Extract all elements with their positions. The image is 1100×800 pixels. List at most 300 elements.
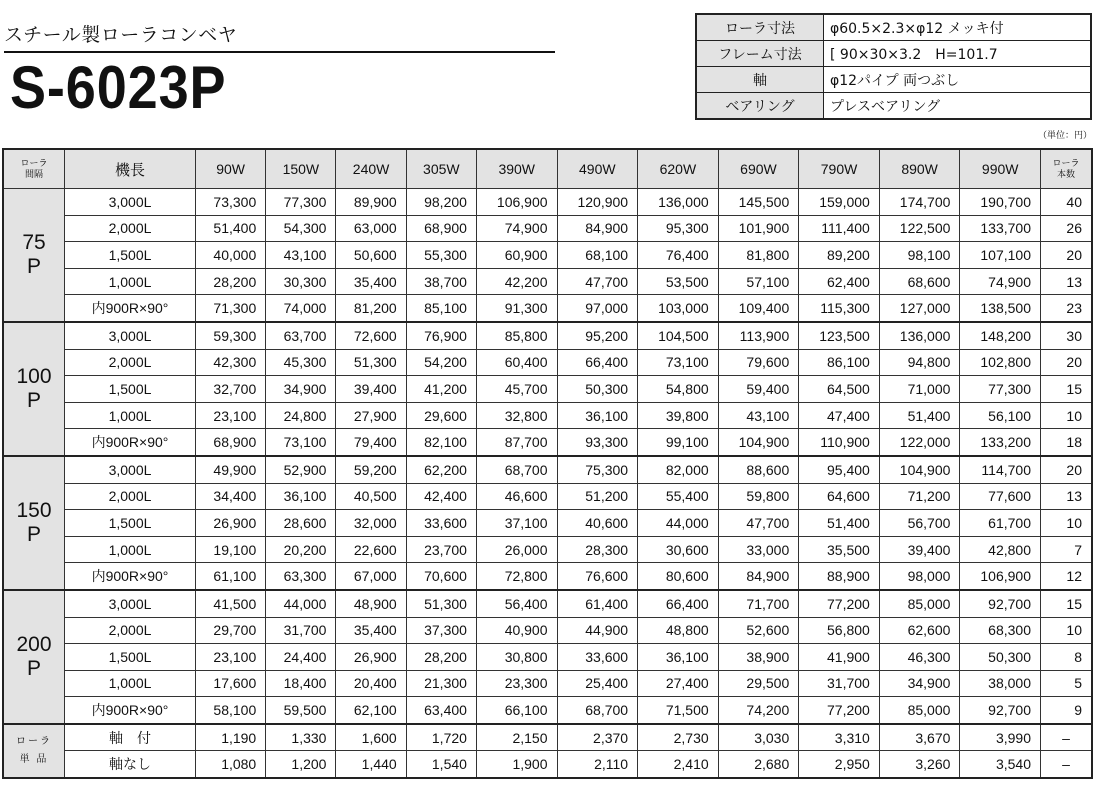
price-cell: 48,800 — [638, 617, 719, 644]
price-cell: 74,200 — [718, 697, 799, 724]
price-cell: 39,800 — [638, 402, 719, 429]
machine-length: 2,000L — [65, 483, 196, 510]
price-cell: 85,100 — [406, 295, 476, 322]
price-cell: 84,900 — [718, 563, 799, 590]
table-row — [3, 483, 1092, 510]
price-cell: 106,900 — [476, 189, 557, 216]
table-row — [3, 644, 1092, 671]
price-cell: 38,900 — [718, 644, 799, 671]
price-cell: 71,200 — [879, 483, 960, 510]
machine-length: 1,500L — [65, 376, 196, 403]
price-cell: 71,500 — [638, 697, 719, 724]
price-cell: 88,900 — [799, 563, 880, 590]
price-cell: 88,600 — [718, 456, 799, 483]
spec-value: φ60.5×2.3×φ12 メッキ付 — [824, 14, 1092, 41]
price-cell: 55,400 — [638, 483, 719, 510]
price-cell: 62,100 — [336, 697, 406, 724]
price-cell: 33,000 — [718, 536, 799, 563]
table-row — [3, 536, 1092, 563]
price-cell: 60,900 — [476, 242, 557, 269]
pitch-value: 150 — [16, 498, 52, 522]
price-cell: 77,300 — [266, 189, 336, 216]
pitch-unit: P — [26, 388, 41, 412]
spec-value: プレスベアリング — [824, 93, 1092, 120]
spec-value: [ 90×30×3.2 H=101.7 — [824, 41, 1092, 67]
price-cell: 190,700 — [960, 189, 1041, 216]
price-cell: 24,800 — [266, 402, 336, 429]
price-cell: 95,300 — [638, 215, 719, 242]
machine-length: 1,000L — [65, 536, 196, 563]
price-cell: 113,900 — [718, 322, 799, 349]
roller-count-header — [1041, 149, 1093, 189]
price-cell: 35,500 — [799, 536, 880, 563]
price-cell: 44,900 — [557, 617, 638, 644]
price-cell: 41,900 — [799, 644, 880, 671]
roller-count: 8 — [1041, 644, 1093, 671]
price-cell: 18,400 — [266, 670, 336, 697]
price-cell: 64,500 — [799, 376, 880, 403]
price-cell: 51,400 — [879, 402, 960, 429]
price-cell: 20,400 — [336, 670, 406, 697]
price-cell: 81,200 — [336, 295, 406, 322]
price-cell: 39,400 — [879, 536, 960, 563]
price-cell: 68,900 — [196, 429, 266, 456]
price-cell: 72,600 — [336, 322, 406, 349]
price-cell: 145,500 — [718, 189, 799, 216]
price-cell: 35,400 — [336, 617, 406, 644]
price-cell: 41,200 — [406, 376, 476, 403]
price-cell: 2,110 — [557, 751, 638, 778]
width-header: 620W — [638, 149, 719, 189]
width-header: 390W — [476, 149, 557, 189]
machine-length: 内900R×90° — [65, 429, 196, 456]
price-cell: 99,100 — [638, 429, 719, 456]
price-cell: 47,700 — [557, 268, 638, 295]
machine-length: 内900R×90° — [65, 697, 196, 724]
price-cell: 109,400 — [718, 295, 799, 322]
price-cell: 3,670 — [879, 724, 960, 751]
spec-key: ローラ寸法 — [696, 14, 824, 41]
roller-count: 15 — [1041, 376, 1093, 403]
price-cell: 57,100 — [718, 268, 799, 295]
roller-count: 10 — [1041, 402, 1093, 429]
table-row — [3, 242, 1092, 269]
table-row — [3, 295, 1092, 322]
price-cell: 71,700 — [718, 590, 799, 617]
pitch-header-line2: 間隔 — [24, 169, 43, 179]
price-cell: 27,400 — [638, 670, 719, 697]
pitch-value: ローラ — [16, 735, 52, 747]
roller-count: 20 — [1041, 242, 1093, 269]
price-cell: 45,700 — [476, 376, 557, 403]
price-cell: 46,600 — [476, 483, 557, 510]
price-cell: 122,500 — [879, 215, 960, 242]
price-cell: 1,720 — [406, 724, 476, 751]
price-cell: 73,100 — [266, 429, 336, 456]
width-header: 490W — [557, 149, 638, 189]
pitch-value: 200 — [16, 632, 52, 656]
machine-length: 1,000L — [65, 268, 196, 295]
width-header: 690W — [718, 149, 799, 189]
machine-length: 3,000L — [65, 189, 196, 216]
price-cell: 44,000 — [638, 510, 719, 537]
price-cell: 72,800 — [476, 563, 557, 590]
price-cell: 26,900 — [196, 510, 266, 537]
title-divider — [4, 51, 555, 53]
price-cell: 59,400 — [718, 376, 799, 403]
price-cell: 85,000 — [879, 590, 960, 617]
price-cell: 1,200 — [266, 751, 336, 778]
price-table — [2, 148, 1093, 779]
price-cell: 66,400 — [638, 590, 719, 617]
price-cell: 81,800 — [718, 242, 799, 269]
machine-length: 軸 付 — [65, 724, 196, 751]
machine-length: 内900R×90° — [65, 295, 196, 322]
width-header: 305W — [406, 149, 476, 189]
roller-count: 20 — [1041, 349, 1093, 376]
price-cell: 52,600 — [718, 617, 799, 644]
price-cell: 101,900 — [718, 215, 799, 242]
price-cell: 48,900 — [336, 590, 406, 617]
pitch-unit: P — [26, 522, 41, 546]
roller-count: – — [1041, 724, 1093, 751]
price-cell: 104,500 — [638, 322, 719, 349]
table-row — [3, 349, 1092, 376]
price-cell: 86,100 — [799, 349, 880, 376]
price-cell: 82,000 — [638, 456, 719, 483]
price-cell: 98,100 — [879, 242, 960, 269]
price-cell: 1,080 — [196, 751, 266, 778]
price-cell: 60,400 — [476, 349, 557, 376]
price-cell: 35,400 — [336, 268, 406, 295]
price-cell: 68,700 — [557, 697, 638, 724]
table-row — [3, 563, 1092, 590]
price-cell: 102,800 — [960, 349, 1041, 376]
price-cell: 148,200 — [960, 322, 1041, 349]
spec-key: フレーム寸法 — [696, 41, 824, 67]
price-cell: 73,300 — [196, 189, 266, 216]
price-cell: 70,600 — [406, 563, 476, 590]
price-cell: 59,300 — [196, 322, 266, 349]
price-cell: 74,900 — [960, 268, 1041, 295]
price-cell: 111,400 — [799, 215, 880, 242]
machine-length: 1,500L — [65, 644, 196, 671]
roller-count: 13 — [1041, 483, 1093, 510]
table-row — [3, 670, 1092, 697]
price-cell: 51,300 — [336, 349, 406, 376]
price-cell: 43,100 — [266, 242, 336, 269]
price-cell: 159,000 — [799, 189, 880, 216]
roller-count-header-line1: ローラ — [1052, 158, 1080, 168]
price-cell: 40,500 — [336, 483, 406, 510]
price-cell: 77,300 — [960, 376, 1041, 403]
price-cell: 97,000 — [557, 295, 638, 322]
price-cell: 56,700 — [879, 510, 960, 537]
price-cell: 74,000 — [266, 295, 336, 322]
price-cell: 63,000 — [336, 215, 406, 242]
price-cell: 87,700 — [476, 429, 557, 456]
price-cell: 79,600 — [718, 349, 799, 376]
roller-count-header-line2: 本数 — [1056, 169, 1075, 179]
price-cell: 107,100 — [960, 242, 1041, 269]
length-header: 機長 — [65, 149, 196, 189]
price-cell: 92,700 — [960, 697, 1041, 724]
price-cell: 77,200 — [799, 590, 880, 617]
price-cell: 21,300 — [406, 670, 476, 697]
price-cell: 50,300 — [557, 376, 638, 403]
price-cell: 94,800 — [879, 349, 960, 376]
price-cell: 3,260 — [879, 751, 960, 778]
price-cell: 58,100 — [196, 697, 266, 724]
price-cell: 120,900 — [557, 189, 638, 216]
roller-count: 30 — [1041, 322, 1093, 349]
price-cell: 32,800 — [476, 402, 557, 429]
machine-length: 3,000L — [65, 456, 196, 483]
roller-count: 9 — [1041, 697, 1093, 724]
price-cell: 52,900 — [266, 456, 336, 483]
price-cell: 42,400 — [406, 483, 476, 510]
product-category: スチール製ローラコンベヤ — [4, 24, 238, 46]
price-cell: 26,000 — [476, 536, 557, 563]
price-cell: 23,100 — [196, 644, 266, 671]
price-cell: 136,000 — [879, 322, 960, 349]
price-cell: 66,400 — [557, 349, 638, 376]
table-row — [3, 402, 1092, 429]
price-cell: 62,600 — [879, 617, 960, 644]
roller-count: 15 — [1041, 590, 1093, 617]
price-cell: 23,700 — [406, 536, 476, 563]
price-cell: 51,400 — [196, 215, 266, 242]
pitch-value: 100 — [16, 364, 52, 388]
price-cell: 62,200 — [406, 456, 476, 483]
price-cell: 37,100 — [476, 510, 557, 537]
price-cell: 122,000 — [879, 429, 960, 456]
model-number: S-6023P — [10, 54, 227, 121]
price-cell: 28,200 — [196, 268, 266, 295]
price-cell: 59,200 — [336, 456, 406, 483]
machine-length: 1,500L — [65, 510, 196, 537]
machine-length: 3,000L — [65, 322, 196, 349]
price-cell: 68,900 — [406, 215, 476, 242]
price-cell: 68,100 — [557, 242, 638, 269]
price-cell: 114,700 — [960, 456, 1041, 483]
roller-count: 18 — [1041, 429, 1093, 456]
pitch-unit: 単 品 — [19, 753, 49, 765]
price-cell: 138,500 — [960, 295, 1041, 322]
price-cell: 95,200 — [557, 322, 638, 349]
price-cell: 31,700 — [266, 617, 336, 644]
price-cell: 91,300 — [476, 295, 557, 322]
price-cell: 3,540 — [960, 751, 1041, 778]
roller-count: 23 — [1041, 295, 1093, 322]
price-cell: 42,800 — [960, 536, 1041, 563]
table-row — [3, 189, 1092, 216]
price-cell: 79,400 — [336, 429, 406, 456]
price-cell: 98,000 — [879, 563, 960, 590]
price-cell: 27,900 — [336, 402, 406, 429]
price-cell: 2,950 — [799, 751, 880, 778]
price-cell: 76,400 — [638, 242, 719, 269]
table-row — [3, 215, 1092, 242]
spec-table — [695, 13, 1092, 120]
price-cell: 34,400 — [196, 483, 266, 510]
price-cell: 28,200 — [406, 644, 476, 671]
pitch-unit: P — [26, 656, 41, 680]
price-cell: 1,900 — [476, 751, 557, 778]
price-cell: 95,400 — [799, 456, 880, 483]
price-cell: 51,400 — [799, 510, 880, 537]
price-cell: 56,800 — [799, 617, 880, 644]
price-cell: 2,410 — [638, 751, 719, 778]
price-cell: 73,100 — [638, 349, 719, 376]
price-cell: 43,100 — [718, 402, 799, 429]
price-cell: 133,700 — [960, 215, 1041, 242]
price-cell: 29,700 — [196, 617, 266, 644]
price-cell: 63,300 — [266, 563, 336, 590]
price-cell: 76,900 — [406, 322, 476, 349]
price-cell: 61,100 — [196, 563, 266, 590]
price-cell: 38,700 — [406, 268, 476, 295]
price-cell: 30,600 — [638, 536, 719, 563]
roller-count: 5 — [1041, 670, 1093, 697]
width-header: 240W — [336, 149, 406, 189]
price-cell: 115,300 — [799, 295, 880, 322]
roller-count: 12 — [1041, 563, 1093, 590]
table-row — [3, 590, 1092, 617]
price-cell: 53,500 — [638, 268, 719, 295]
roller-count: 40 — [1041, 189, 1093, 216]
price-cell: 98,200 — [406, 189, 476, 216]
machine-length: 1,000L — [65, 402, 196, 429]
price-cell: 24,400 — [266, 644, 336, 671]
price-cell: 64,600 — [799, 483, 880, 510]
price-cell: 1,540 — [406, 751, 476, 778]
price-cell: 56,100 — [960, 402, 1041, 429]
pitch-group-label — [3, 590, 65, 724]
price-cell: 1,600 — [336, 724, 406, 751]
price-cell: 36,100 — [266, 483, 336, 510]
width-header: 790W — [799, 149, 880, 189]
price-table-header — [3, 149, 1092, 189]
price-cell: 133,200 — [960, 429, 1041, 456]
table-row — [3, 429, 1092, 456]
price-cell: 85,000 — [879, 697, 960, 724]
table-row — [3, 268, 1092, 295]
width-header: 150W — [266, 149, 336, 189]
price-cell: 67,000 — [336, 563, 406, 590]
price-cell: 26,900 — [336, 644, 406, 671]
price-cell: 46,300 — [879, 644, 960, 671]
price-cell: 50,300 — [960, 644, 1041, 671]
price-cell: 61,700 — [960, 510, 1041, 537]
price-cell: 28,600 — [266, 510, 336, 537]
price-cell: 19,100 — [196, 536, 266, 563]
price-cell: 40,600 — [557, 510, 638, 537]
price-cell: 77,200 — [799, 697, 880, 724]
price-cell: 55,300 — [406, 242, 476, 269]
roller-count: 10 — [1041, 510, 1093, 537]
price-cell: 59,800 — [718, 483, 799, 510]
price-cell: 54,300 — [266, 215, 336, 242]
roller-count: 26 — [1041, 215, 1093, 242]
price-cell: 1,440 — [336, 751, 406, 778]
machine-length: 2,000L — [65, 617, 196, 644]
price-cell: 36,100 — [638, 644, 719, 671]
spec-row — [696, 93, 1091, 120]
machine-length: 2,000L — [65, 215, 196, 242]
price-cell: 63,700 — [266, 322, 336, 349]
price-cell: 85,800 — [476, 322, 557, 349]
table-row — [3, 510, 1092, 537]
price-cell: 84,900 — [557, 215, 638, 242]
price-cell: 23,300 — [476, 670, 557, 697]
price-cell: 93,300 — [557, 429, 638, 456]
width-header: 990W — [960, 149, 1041, 189]
price-cell: 25,400 — [557, 670, 638, 697]
price-cell: 37,300 — [406, 617, 476, 644]
pitch-unit: P — [26, 254, 41, 278]
roller-count: – — [1041, 751, 1093, 778]
price-cell: 22,600 — [336, 536, 406, 563]
table-row — [3, 456, 1092, 483]
pitch-group-label — [3, 456, 65, 590]
width-header: 90W — [196, 149, 266, 189]
price-cell: 49,900 — [196, 456, 266, 483]
price-cell: 23,100 — [196, 402, 266, 429]
price-cell: 33,600 — [406, 510, 476, 537]
price-cell: 38,000 — [960, 670, 1041, 697]
price-cell: 127,000 — [879, 295, 960, 322]
price-cell: 51,300 — [406, 590, 476, 617]
price-cell: 50,600 — [336, 242, 406, 269]
price-cell: 104,900 — [879, 456, 960, 483]
machine-length: 1,000L — [65, 670, 196, 697]
machine-length: 3,000L — [65, 590, 196, 617]
price-cell: 1,330 — [266, 724, 336, 751]
pitch-value: 75 — [22, 230, 46, 254]
price-cell: 76,600 — [557, 563, 638, 590]
price-cell: 3,030 — [718, 724, 799, 751]
price-cell: 47,700 — [718, 510, 799, 537]
pitch-group-label — [3, 322, 65, 456]
price-cell: 45,300 — [266, 349, 336, 376]
price-cell: 39,400 — [336, 376, 406, 403]
machine-length: 1,500L — [65, 242, 196, 269]
price-cell: 30,300 — [266, 268, 336, 295]
price-cell: 28,300 — [557, 536, 638, 563]
price-cell: 106,900 — [960, 563, 1041, 590]
price-cell: 110,900 — [799, 429, 880, 456]
price-cell: 54,200 — [406, 349, 476, 376]
pitch-group-label — [3, 724, 65, 778]
table-row — [3, 322, 1092, 349]
price-cell: 54,800 — [638, 376, 719, 403]
table-row — [3, 617, 1092, 644]
price-cell: 61,400 — [557, 590, 638, 617]
spec-value: φ12パイプ 両つぶし — [824, 67, 1092, 93]
price-cell: 32,700 — [196, 376, 266, 403]
price-cell: 104,900 — [718, 429, 799, 456]
price-cell: 92,700 — [960, 590, 1041, 617]
price-cell: 3,990 — [960, 724, 1041, 751]
price-cell: 33,600 — [557, 644, 638, 671]
price-cell: 34,900 — [879, 670, 960, 697]
price-cell: 68,300 — [960, 617, 1041, 644]
price-cell: 66,100 — [476, 697, 557, 724]
price-cell: 42,300 — [196, 349, 266, 376]
price-cell: 17,600 — [196, 670, 266, 697]
price-cell: 82,100 — [406, 429, 476, 456]
